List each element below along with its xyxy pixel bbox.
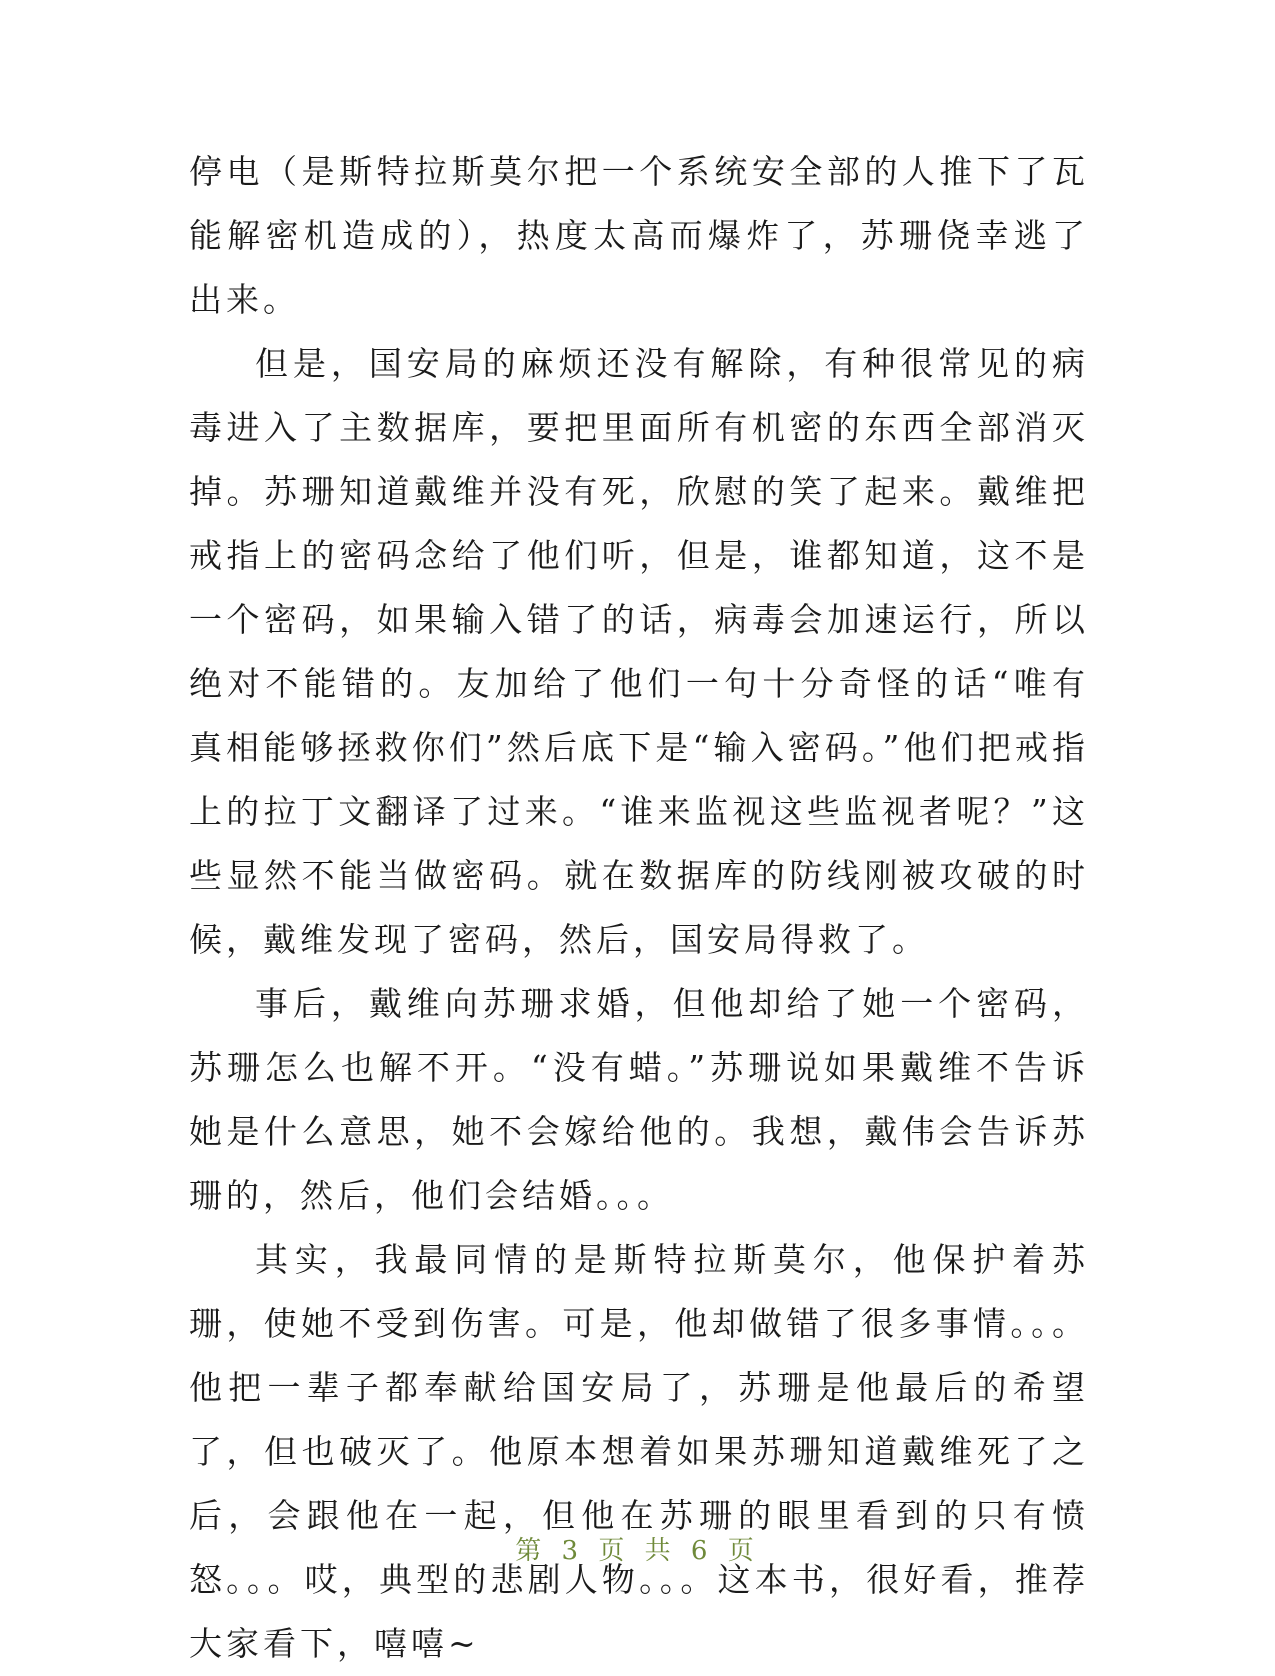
- paragraph: 事后，戴维向苏珊求婚，但他却给了她一个密码，苏珊怎么也解不开。“没有蜡。”苏珊说如果戴维不告诉她是什么意思，她不会嫁给他的。我想，戴伟会告诉苏珊的，然后，他们会结婚。。。: [189, 984, 1089, 1215]
- paragraph: 其实，我最同情的是斯特拉斯莫尔，他保护着苏珊，使她不受到伤害。可是，他却做错了很多事情。。。他把一辈子都奉献给国安局了，苏珊是他最后的希望了，但也破灭了。他原本想着如果苏珊知道戴维死了之后，会跟他在一起，但他在苏珊的眼里看到的只有愤怒。。。哎，典型的悲剧人物。。。这本书，很好看，推荐大家看下，嘻嘻~: [189, 1240, 1089, 1663]
- paragraph: 但是，国安局的麻烦还没有解除，有种很常见的病毒进入了主数据库，要把里面所有机密的东西全部消灭掉。苏珊知道戴维并没有死，欣慰的笑了起来。戴维把戒指上的密码念给了他们听，但是，谁都知道，这不是一个密码，如果输入错了的话，病毒会加速运行，所以绝对不能错的。友加给了他们一句十分奇怪的话“唯有真相能够拯救你们”然后底下是“输入密码。”他们把戒指上的拉丁文翻译了过来。“谁来监视这些监视者呢？”这些显然不能当做密码。就在数据库的防线刚被攻破的时候，戴维发现了密码，然后，国安局得救了。: [189, 344, 1089, 959]
- paragraph-continuation: 停电（是斯特拉斯莫尔把一个系统安全部的人推下了瓦能解密机造成的），热度太高而爆炸了，苏珊侥幸逃了出来。: [189, 152, 1089, 319]
- document-body: [189, 140, 1089, 1676]
- page-number-footer: 第 3 页 共 6 页: [515, 1536, 760, 1566]
